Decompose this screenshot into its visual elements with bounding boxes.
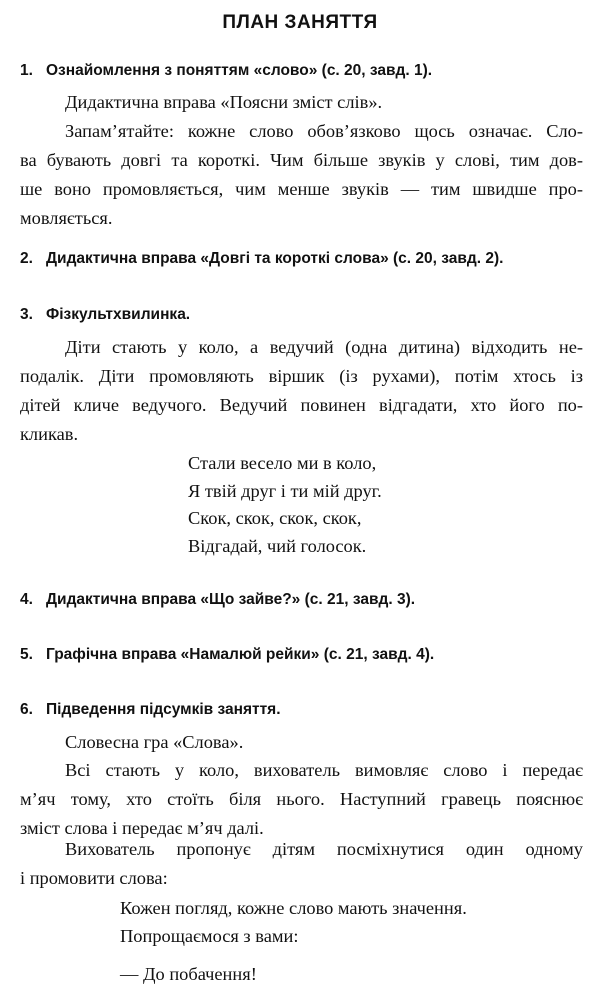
poem-line: Скок, скок, скок, скок, [188,508,362,528]
text-line: мовляється. [20,208,113,228]
game-title: Словесна гра «Слова». [65,732,244,752]
section-title: Підведення підсумків заняття. [46,701,281,718]
text-line: ва бувають довгі та короткі. Чим більше звуків у слові, тим дов- [20,150,583,170]
section-number: 1. [20,62,33,79]
text-line: м’яч тому, хто стоїть біля нього. Наступний гравець пояснює [20,789,583,809]
section-6-text-2 [20,835,583,893]
poem-line: Я твій друг і ти мій друг. [188,480,382,501]
section-title: Дидактична вправа «Довгі та короткі слова» (с. 20, завд. 2). [46,250,504,267]
section-number: 3. [20,306,33,323]
text-line: ше воно промовляється, чим менше звуків — тим швидше про- [20,179,583,199]
exercise-title: Дидактична вправа «Поясни зміст слів». [65,92,383,112]
section-title: Фізкультхвилинка. [46,306,191,323]
text-line: дітей кличе ведучого. Ведучий повинен відгадати, хто його по- [20,395,583,415]
section-2-heading [20,250,503,268]
text-line: і промовити слова: [20,868,168,888]
text-line: зміст слова і передає м’яч далі. [20,818,264,838]
section-number: 6. [20,701,33,718]
section-title: Ознайомлення з поняттям «слово» (с. 20, завд. 1). [46,62,433,79]
poem-line: Стали весело ми в коло, [188,453,377,473]
section-1-heading [20,62,432,80]
text-line: кликав. [20,424,79,444]
section-number: 5. [20,646,33,663]
text-line: Всі стають у коло, вихователь вимовляє слово і передає [65,760,583,780]
text-line: Запам’ятайте: кожне слово обов’язково щось означає. Сло- [65,121,583,141]
section-5-heading [20,646,434,664]
section-6-text-1 [20,756,583,843]
text-line: подалік. Діти промовляють віршик (із рухами), потім хтось із [20,366,583,386]
closing-line: — До побачення! [120,964,257,984]
page-title: ПЛАН ЗАНЯТТЯ [222,12,378,33]
text-line: Вихователь пропонує дітям посміхнутися один одному [65,839,583,859]
closing-line: Попрощаємося з вами: [120,926,299,946]
section-number: 4. [20,591,33,608]
section-number: 2. [20,250,33,267]
section-title: Дидактична вправа «Що зайве?» (с. 21, завд. 3). [46,591,416,608]
section-3-text [20,333,583,449]
section-4-heading [20,591,415,609]
section-3-heading [20,306,190,324]
section-1-text [20,117,583,233]
section-6-heading [20,701,281,719]
poem-line: Відгадай, чий голосок. [188,535,367,556]
poem [188,450,382,560]
closing-line: Кожен погляд, кожне слово мають значення. [120,898,467,918]
text-line: Діти стають у коло, а ведучий (одна дитина) відходить не- [65,337,583,357]
section-title: Графічна вправа «Намалюй рейки» (с. 21, завд. 4). [46,646,435,663]
